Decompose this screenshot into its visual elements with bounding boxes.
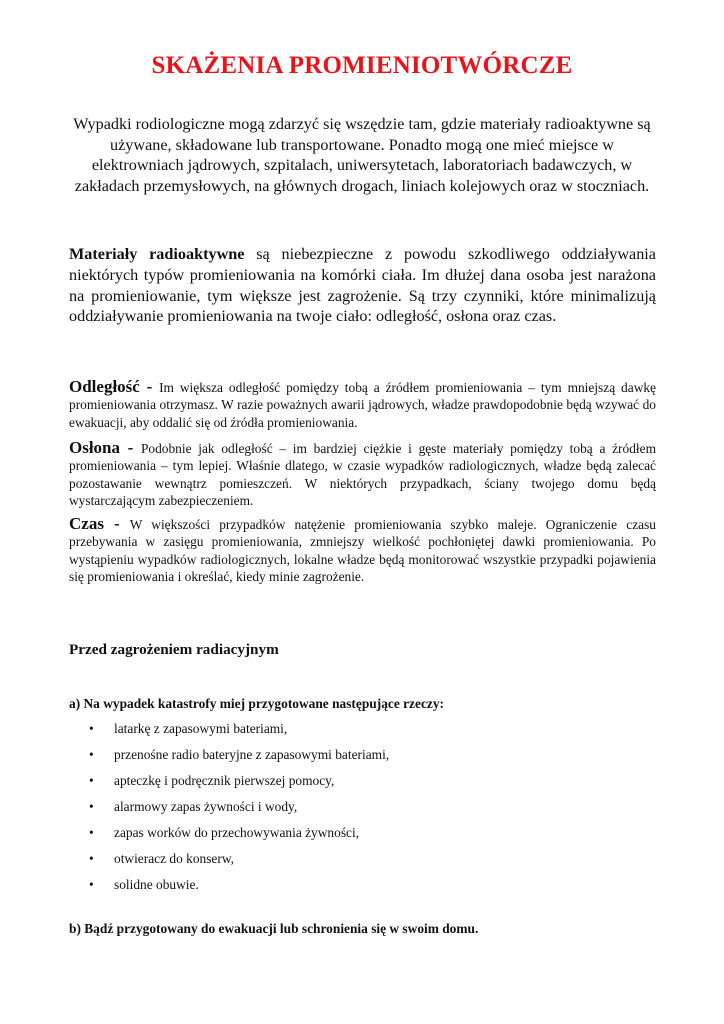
list-item: • solidne obuwie. <box>0 872 600 897</box>
bullet-icon: • <box>89 851 94 866</box>
section-heading: Przed zagrożeniem radiacyjnym <box>69 641 279 658</box>
list-item: • otwieracz do konserw, <box>0 846 600 871</box>
factor-distance-text: Im większa odległość pomiędzy tobą a źródłem promieniowania – tym mniejszą dawkę promieniowania otrzymasz. W razie poważnych awarii jądrowych, władze prawdopodobnie będą wzywać do ewakuacji, aby oddalić się od źródła promieniowania. <box>69 380 656 430</box>
list-item: • latarkę z zapasowymi bateriami, <box>0 716 600 741</box>
factor-shielding-text: Podobnie jak odległość – im bardziej ciężkie i gęste materiały pomiędzy tobą a źródłem promieniowania – tym lepiej. Właśnie dlatego, w czasie wypadków radiologicznych, władze będą zalecać pozostawanie wewnątrz pomieszczeń. W niektórych przypadkach, ściany twojego domu będą wystarczającym zabezpieczeniem. <box>69 441 656 509</box>
list-item: • apteczkę i podręcznik pierwszej pomocy, <box>0 768 600 793</box>
bullet-icon: • <box>89 721 94 736</box>
factor-time-text: W większości przypadków natężenie promieniowania szybko maleje. Ograniczenie czasu przebywania w zasięgu promieniowania, zmniejszy wielkość pochłoniętej dawki promieniowania. Po wystąpieniu wypadków radiologicznych, lokalne władze będą monitorować wszystkie przypadki pojawienia się promieniowania i określać, kiedy minie zagrożenie. <box>69 517 656 585</box>
document-title: SKAŻENIA PROMIENIOTWÓRCZE <box>151 52 573 79</box>
bullet-icon: • <box>89 747 94 762</box>
radioactive-materials-term: Materiały radioaktywne <box>69 245 245 263</box>
factor-distance-term: Odległość - <box>69 377 160 396</box>
bullet-icon: • <box>89 825 94 840</box>
list-item: • przenośne radio bateryjne z zapasowymi bateriami, <box>0 742 600 767</box>
radioactive-materials-paragraph <box>69 244 656 327</box>
subheading-b: b) Bądź przygotowany do ewakuacji lub schronienia się w swoim domu. <box>69 921 479 936</box>
bullet-icon: • <box>89 773 94 788</box>
subheading-a: a) Na wypadek katastrofy miej przygotowane następujące rzeczy: <box>69 696 444 711</box>
factor-time-term: Czas - <box>69 514 130 533</box>
intro-paragraph: Wypadki rodiologiczne mogą zdarzyć się wszędzie tam, gdzie materiały radioaktywne są używane, składowane lub transportowane. Ponadto mogą one mieć miejsce w elektrowniach jądrowych, szpitalach, uniwersytetach, laboratoriach badawczych, w zakładach przemysłowych, na głównych drogach, liniach kolejowych oraz w stoczniach. <box>73 115 651 195</box>
list-item: • zapas worków do przechowywania żywności, <box>0 820 600 845</box>
factor-shielding <box>69 439 656 510</box>
factor-time <box>69 515 656 586</box>
factor-distance <box>69 378 656 431</box>
factor-shielding-term: Osłona - <box>69 438 141 457</box>
list-item: • alarmowy zapas żywności i wody, <box>0 794 600 819</box>
radioactive-materials-text: są niebezpieczne z powodu szkodliwego oddziaływania niektórych typów promieniowania na komórki ciała. Im dłużej dana osoba jest narażona na promieniowanie, tym większe jest zagrożenie. Są trzy czynniki, które minimalizują oddziaływanie promieniowania na twoje ciało: odległość, osłona oraz czas. <box>69 245 656 326</box>
bullet-icon: • <box>89 799 94 814</box>
bullet-icon: • <box>89 877 94 892</box>
